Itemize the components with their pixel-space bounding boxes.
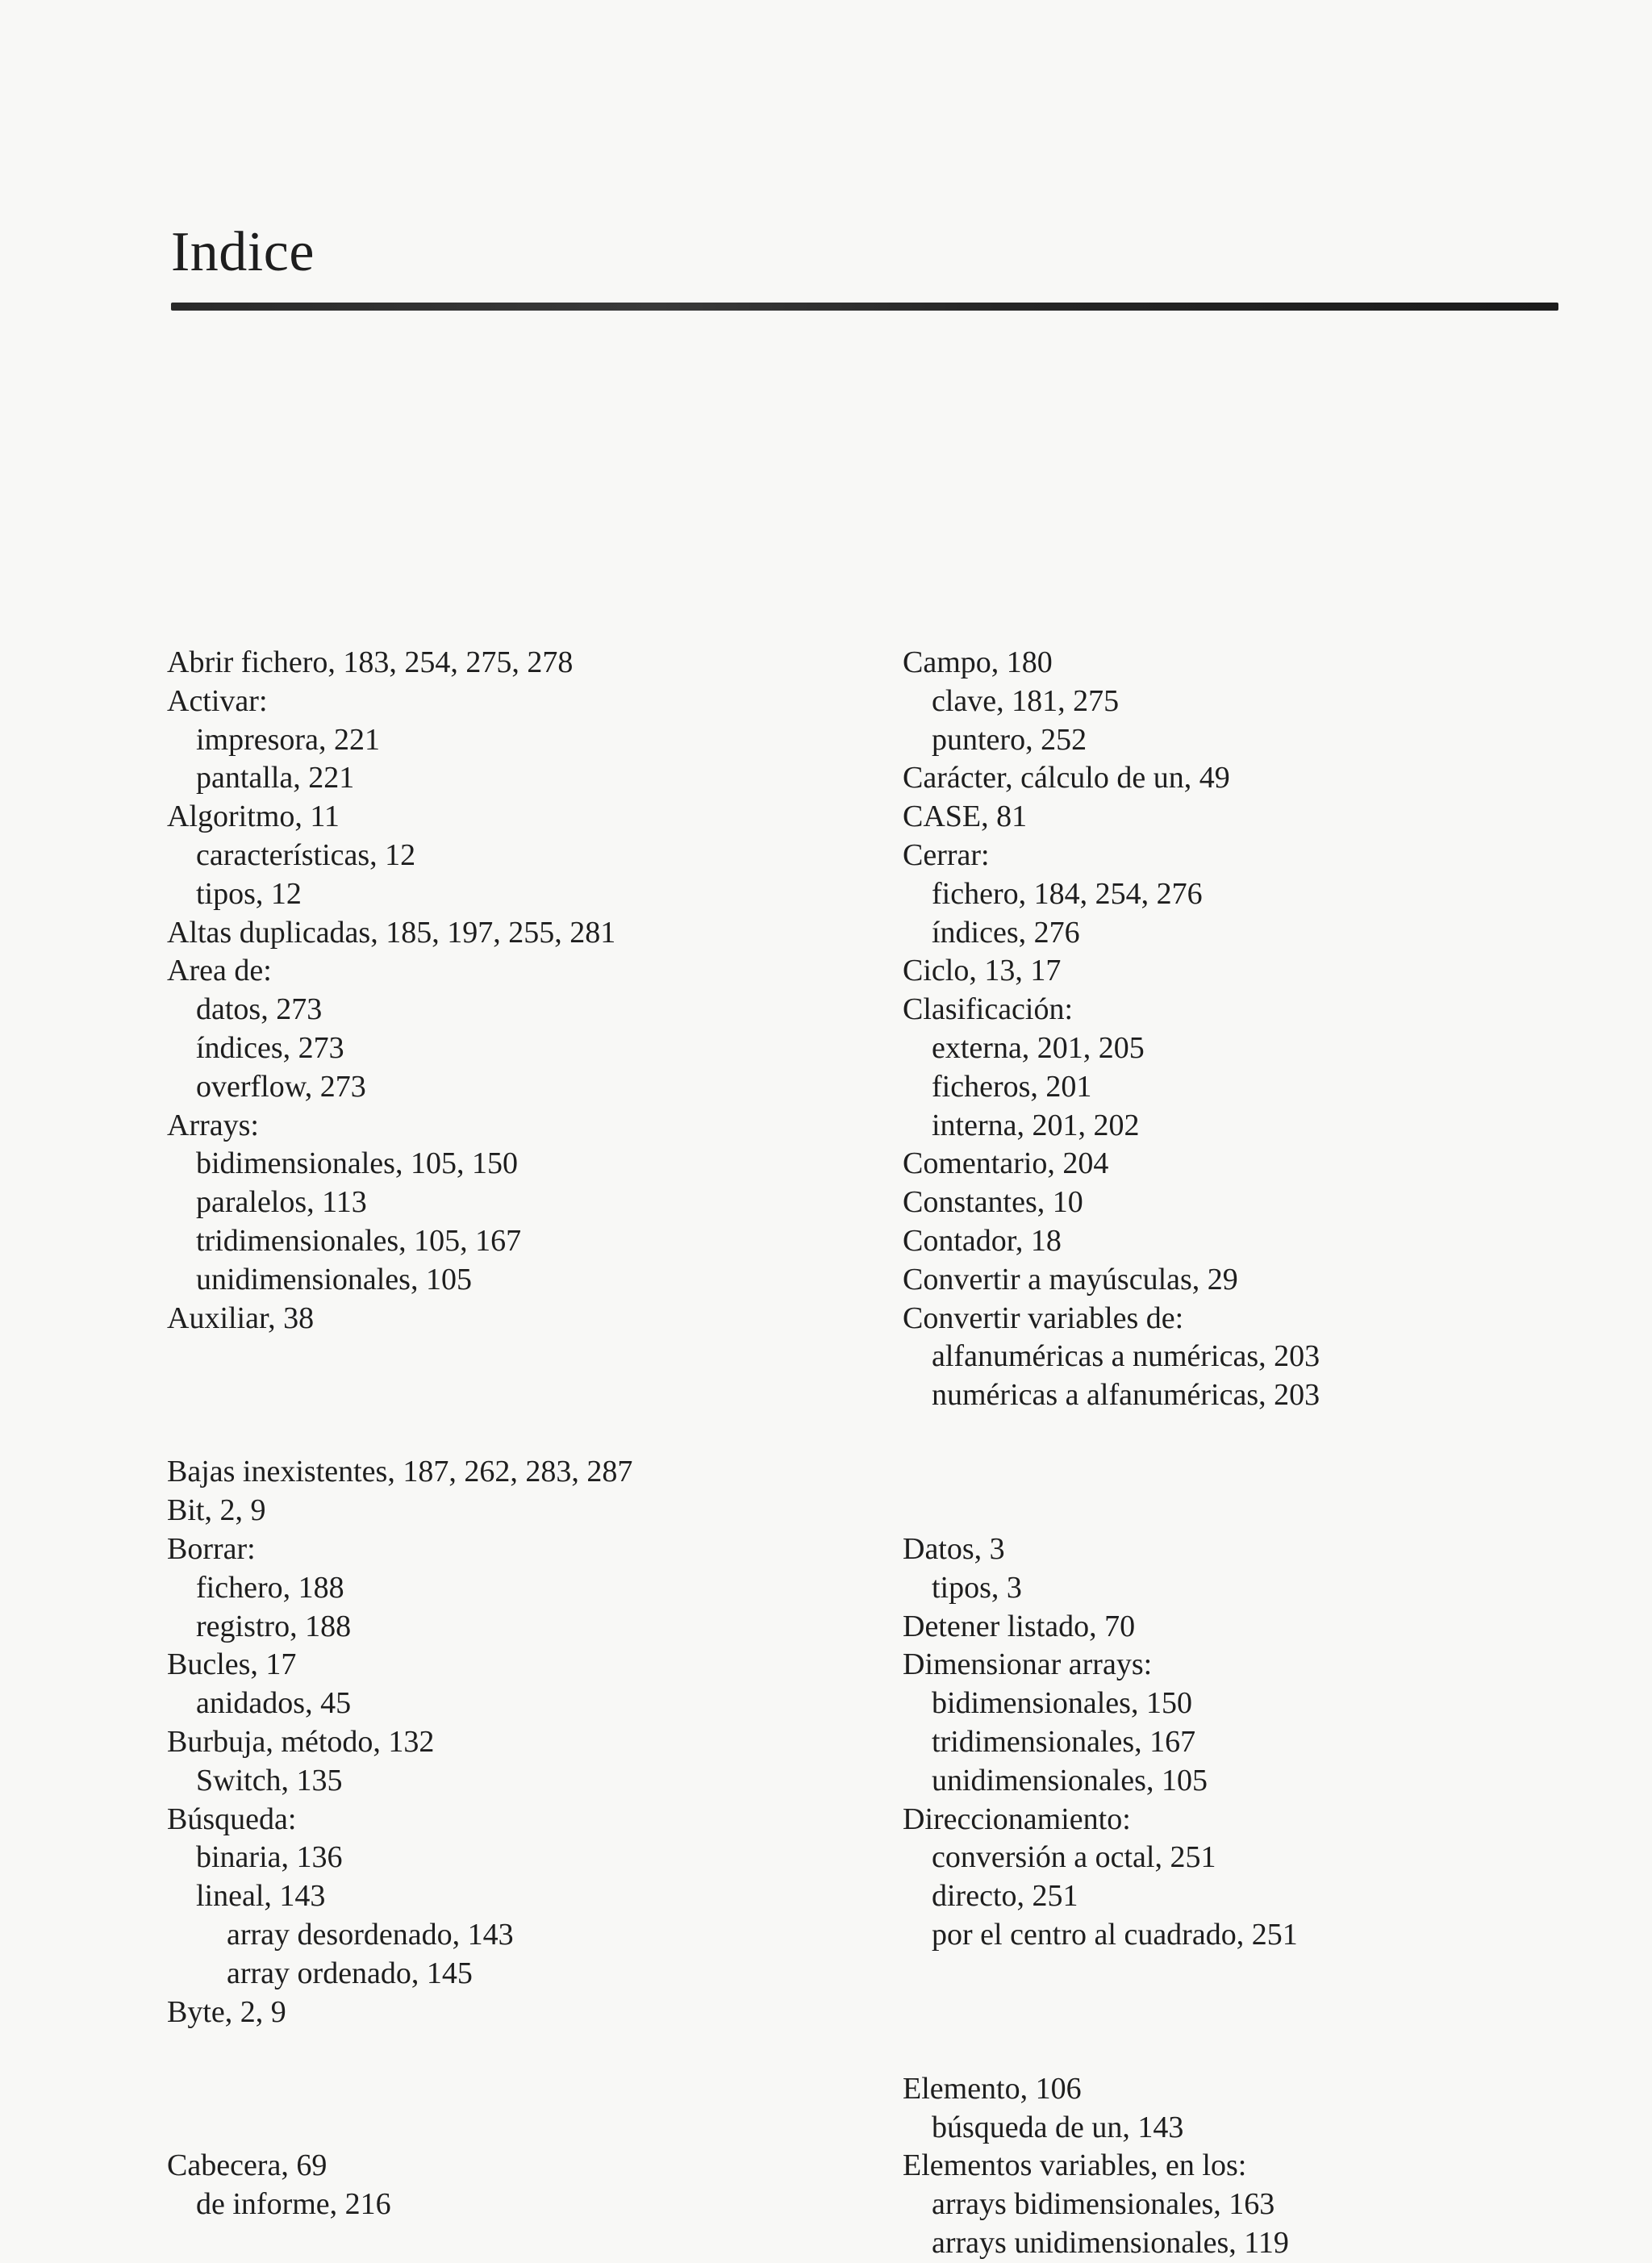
index-subentry: paralelos, 113: [196, 1185, 367, 1220]
section-gap: [903, 1955, 1564, 2070]
index-subentry: puntero, 252: [932, 722, 1087, 757]
index-entry: Bucles, 17: [167, 1647, 297, 1682]
index-entry: Comentario, 204: [903, 1146, 1109, 1181]
index-entry: Datos, 3: [903, 1531, 1005, 1566]
index-subentry: búsqueda de un, 143: [932, 2110, 1184, 2144]
index-subentry: arrays unidimensionales, 119: [932, 2225, 1289, 2260]
index-entry: Constantes, 10: [903, 1185, 1083, 1220]
index-subentry: unidimensionales, 105: [932, 1763, 1208, 1797]
index-subentry: tridimensionales, 167: [932, 1724, 1196, 1759]
index-subentry: registro, 188: [196, 1609, 352, 1643]
index-subentry: numéricas a alfanuméricas, 203: [932, 1378, 1320, 1413]
index-subentry: interna, 201, 202: [932, 1108, 1140, 1142]
index-column-left: [167, 644, 828, 2224]
index-entry: Búsqueda:: [167, 1802, 297, 1836]
index-subentry: pantalla, 221: [196, 761, 355, 795]
index-entry: Campo, 180: [903, 645, 1053, 679]
index-subentry: bidimensionales, 105, 150: [196, 1146, 518, 1181]
index-entry: Arrays:: [167, 1108, 259, 1142]
index-entry: Cabecera, 69: [167, 2148, 327, 2183]
index-subentry: alfanuméricas a numéricas, 203: [932, 1339, 1320, 1374]
section-gap: [167, 1338, 828, 1453]
title-rule: [171, 303, 1558, 311]
index-entry: Elementos variables, en los:: [903, 2148, 1247, 2183]
index-entry: Carácter, cálculo de un, 49: [903, 761, 1230, 795]
index-entry: Abrir fichero, 183, 254, 275, 278: [167, 645, 574, 679]
index-entry: Altas duplicadas, 185, 197, 255, 281: [167, 915, 616, 950]
index-subentry: clave, 181, 275: [932, 683, 1120, 718]
index-subentry: índices, 273: [196, 1030, 344, 1065]
index-subentry: de informe, 216: [196, 2187, 391, 2222]
page-title: Indice: [171, 221, 315, 283]
index-subentry: fichero, 184, 254, 276: [932, 876, 1203, 911]
index-subentry: tridimensionales, 105, 167: [196, 1223, 522, 1258]
index-entry: Borrar:: [167, 1531, 256, 1566]
index-entry: Dimensionar arrays:: [903, 1647, 1153, 1682]
index-subentry: lineal, 143: [196, 1879, 326, 1914]
index-entry: Area de:: [167, 954, 272, 988]
index-subentry: impresora, 221: [196, 722, 380, 757]
index-subentry: anidados, 45: [196, 1686, 352, 1721]
section-gap: [167, 2031, 828, 2147]
index-subentry: array ordenado, 145: [227, 1956, 473, 1990]
index-entry: Auxiliar, 38: [167, 1301, 315, 1335]
index-column-right: [903, 644, 1564, 2263]
index-entry: Burbuja, método, 132: [167, 1724, 435, 1759]
index-subentry: conversión a octal, 251: [932, 1840, 1216, 1875]
index-entry: Bajas inexistentes, 187, 262, 283, 287: [167, 1455, 633, 1489]
index-subentry: datos, 273: [196, 992, 323, 1027]
index-subentry: ficheros, 201: [932, 1069, 1092, 1104]
index-entry: Elemento, 106: [903, 2071, 1082, 2106]
index-subentry: array desordenado, 143: [227, 1917, 514, 1952]
index-subentry: binaria, 136: [196, 1840, 343, 1875]
index-entry: Algoritmo, 11: [167, 800, 340, 834]
index-entry: Detener listado, 70: [903, 1609, 1136, 1643]
index-entry: Convertir a mayúsculas, 29: [903, 1262, 1238, 1296]
index-subentry: características, 12: [196, 837, 416, 872]
index-subentry: externa, 201, 205: [932, 1030, 1145, 1065]
index-entry: CASE, 81: [903, 800, 1028, 834]
index-entry: Activar:: [167, 683, 268, 718]
index-entry: Contador, 18: [903, 1223, 1062, 1258]
index-subentry: Switch, 135: [196, 1763, 343, 1797]
index-subentry: arrays bidimensionales, 163: [932, 2187, 1275, 2222]
index-entry: Direccionamiento:: [903, 1802, 1131, 1836]
index-subentry: bidimensionales, 150: [932, 1686, 1192, 1721]
index-subentry: overflow, 273: [196, 1069, 366, 1104]
index-subentry: tipos, 3: [932, 1570, 1022, 1605]
index-entry: Clasificación:: [903, 992, 1074, 1027]
index-subentry: tipos, 12: [196, 876, 302, 911]
index-entry: Ciclo, 13, 17: [903, 954, 1062, 988]
index-subentry: unidimensionales, 105: [196, 1262, 472, 1296]
index-subentry: directo, 251: [932, 1879, 1078, 1914]
section-gap: [903, 1415, 1564, 1530]
index-entry: Bit, 2, 9: [167, 1493, 266, 1528]
index-entry: Cerrar:: [903, 837, 990, 872]
index-subentry: fichero, 188: [196, 1570, 344, 1605]
index-subentry: índices, 276: [932, 915, 1080, 950]
index-subentry: por el centro al cuadrado, 251: [932, 1917, 1298, 1952]
index-entry: Convertir variables de:: [903, 1301, 1184, 1335]
index-entry: Byte, 2, 9: [167, 1994, 286, 2029]
